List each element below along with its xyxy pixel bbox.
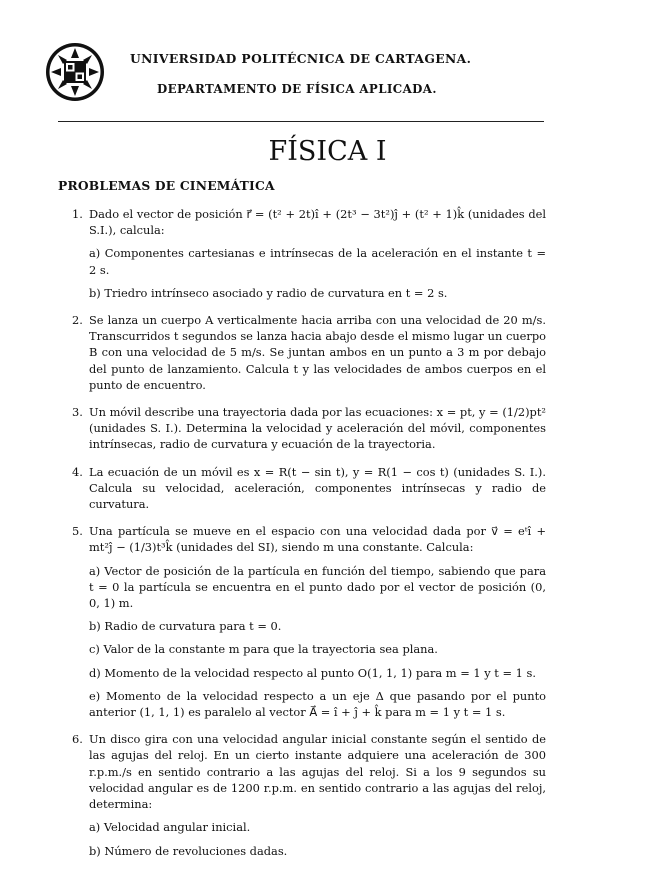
problem-part: b) Triedro intrínseco asociado y radio de curvatura en t = 2 s.	[89, 285, 448, 300]
problem-statement: La ecuación de un móvil es x = R(t − sin t), y = R(1 − cos t) (unidades S. I.). Calcula su velocidad, aceleración, componentes intrínsecas y radio de curvatura.	[89, 464, 546, 512]
problem-number: 3.	[72, 405, 83, 420]
problem-part: e) Momento de la velocidad respecto a un eje Δ que pasando por el punto anterior (1, 1, 1) es paralelo al vector A⃗ = î + ĵ + k̂ para m = 1 y t = 1 s.	[89, 688, 546, 720]
problem-item	[58, 206, 546, 301]
problem-number: 2.	[72, 313, 83, 328]
problem-part: b) Número de revoluciones dadas.	[89, 843, 288, 858]
university-logo	[45, 42, 105, 102]
problem-part: d) Momento de la velocidad respecto al punto O(1, 1, 1) para m = 1 y t = 1 s.	[89, 665, 537, 680]
problem-statement: Un disco gira con una velocidad angular inicial constante según el sentido de las agujas del reloj. En un cierto instante adquiere una aceleración de 300 r.p.m./s en sentido contrario a las agujas del reloj. Si a los 9 segundos su velocidad angular es de 1200 r.p.m. en sentido contrario a las agujas del reloj, determina:	[89, 732, 546, 812]
problem-number: 5.	[72, 524, 83, 539]
problem-statement: Un móvil describe una trayectoria dada por las ecuaciones: x = pt, y = (1/2)pt² (unidades S. I.). Determina la velocidad y aceleración del móvil, componentes intrínsecas, radio de curvatura y ecuación de la trayectoria.	[89, 405, 546, 452]
problem-list	[58, 206, 546, 870]
problem-number: 6.	[72, 732, 83, 747]
problem-item	[58, 523, 546, 720]
header-divider	[58, 121, 544, 122]
problem-part: a) Velocidad angular inicial.	[89, 820, 251, 835]
problem-part: a) Componentes cartesianas e intrínsecas de la aceleración en el instante t = 2 s.	[89, 246, 546, 277]
problem-number: 4.	[72, 464, 83, 479]
problem-statement: Una partícula se mueve en el espacio con una velocidad dada por v⃗ = eᵗî + mt²ĵ − (1/3)t³k̂ (unidades del SI), siendo m una constante. Calcula:	[89, 524, 546, 555]
problem-number: 1.	[72, 207, 83, 221]
problem-part: b) Radio de curvatura para t = 0.	[89, 619, 282, 634]
problem-item	[58, 312, 546, 393]
problem-statement: Dado el vector de posición r⃗ = (t² + 2t)î + (2t³ − 3t²)ĵ + (t² + 1)k̂ (unidades del S.I.), calcula:	[89, 207, 546, 238]
problem-item	[58, 404, 546, 453]
university-name: UNIVERSIDAD POLITÉCNICA DE CARTAGENA.	[130, 51, 472, 66]
problem-part: a) Vector de posición de la partícula en función del tiempo, sabiendo que para t = 0 la partícula se encuentra en el punto dado por el vector de posición (0, 0, 1) m.	[89, 563, 546, 611]
section-heading: PROBLEMAS DE CINEMÁTICA	[58, 178, 275, 193]
problem-item	[58, 464, 546, 513]
problem-part: c) Valor de la constante m para que la trayectoria sea plana.	[89, 642, 438, 657]
problem-statement: Se lanza un cuerpo A verticalmente hacia arriba con una velocidad de 20 m/s. Transcurridos t segundos se lanza hacia abajo desde el mismo lugar un cuerpo B con una velocidad de 5 m/s. Se juntan ambos en un punto a 3 m por debajo del punto de lanzamiento. Calcula t y las velocidades de ambos cuerpos en el punto de encuentro.	[89, 313, 546, 392]
page-title: FÍSICA I	[268, 136, 387, 167]
problem-item	[58, 731, 546, 858]
department-name: DEPARTAMENTO DE FÍSICA APLICADA.	[157, 82, 437, 96]
